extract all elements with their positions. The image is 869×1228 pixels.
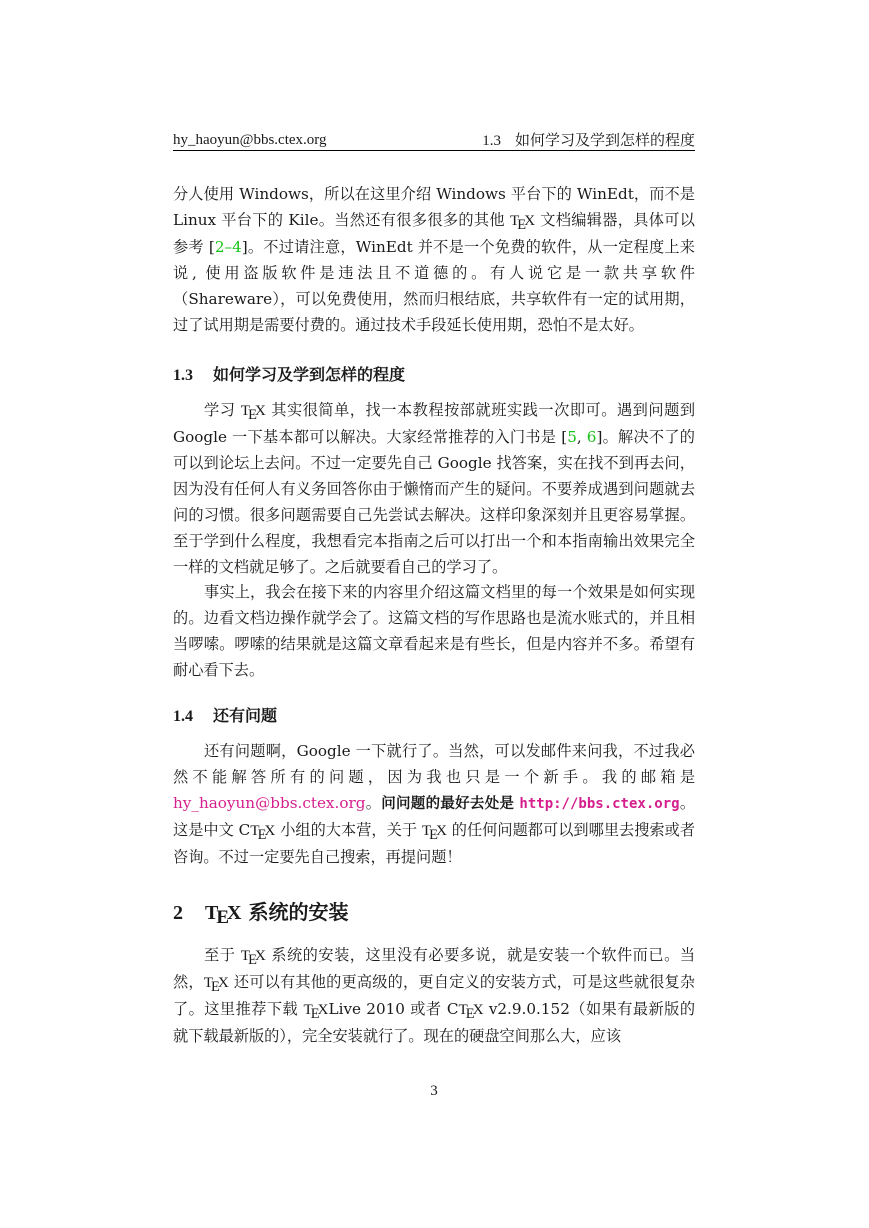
citation-link[interactable]: 2–4 <box>214 238 242 256</box>
intro-text-1: 分人使用 Windows，所以在这里介绍 Windows 平台下的 WinEdt，而不是 Linux 平台下的 Kile。当然还有很多很多的其他 <box>173 185 695 229</box>
page-number: 3 <box>430 1083 438 1099</box>
header-author-email: hy_haoyun@bbs.ctex.org <box>173 132 327 148</box>
section-heading-1-3 <box>173 364 405 387</box>
section-heading-2 <box>173 898 348 928</box>
tex-logo: TEX <box>421 822 447 843</box>
section-number: 1.3 <box>173 367 193 384</box>
section-1-3-paragraph-2: 事实上，我会在接下来的内容里介绍这篇文档里的每一个效果是如何实现的。边看文档边操作就学会了。这篇文档的写作思路也是流水账式的，并且相当啰嗦。啰嗦的结果就是这篇文章看起来是有些长，但是内容并不多。希望有耐心看下去。 <box>173 583 695 679</box>
document-page <box>173 0 695 1228</box>
tex-logo: TEX <box>458 1001 484 1022</box>
citation-link[interactable]: 6 <box>586 428 597 446</box>
section-2-paragraph: 至于 TEX 系统的安装，这里没有必要多说，就是安装一个软件而已。当然，TEX 还可以有其他的更高级的，更自定义的安装方式，可是这些就很复杂了。这里推荐下载 TEXLive 2010 或者 CTEX v2.9.0.152（如果有最新版的就下载最新版的），完全安装就行了。现在的硬盘空间那么大，应该 <box>173 946 696 1045</box>
section-1-3-paragraph-1: 学习 TEX 其实很简单，找一本教程按部就班实践一次即可。遇到问题到 Google 一下基本都可以解决。大家经常推荐的入门书是 [5, 6]。解决不了的可以到论坛上去问。不过一定要先自己 Google 找答案，实在找不到再去问，因为没有任何人有义务回答你由于懒惰而产生的疑问。不要养成遇到问题就去问的习惯。很多问题需要自己先尝试去解决。这样印象深刻并且更容易掌握。至于学到什么程度，我想看完本指南之后可以打出一个和本指南输出效果完全一样的文档就足够了。之后就要看自己的学习了。 <box>173 401 696 576</box>
tex-logo: TEX <box>240 402 266 423</box>
tex-logo: TEX <box>205 902 242 928</box>
citation-link[interactable]: 5 <box>567 428 577 446</box>
url-link[interactable]: http://bbs.ctex.org <box>519 796 680 812</box>
intro-paragraph <box>173 181 695 338</box>
tex-logo: TEX <box>203 974 229 995</box>
section-number: 1.4 <box>173 708 193 725</box>
section-number: 2 <box>173 902 183 924</box>
header-section <box>482 130 695 151</box>
email-link[interactable]: hy_haoyun@bbs.ctex.org <box>173 794 366 812</box>
section-title: 系统的安装 <box>248 900 349 924</box>
intro-text-2: 文档编辑器，具体可以参考 [ <box>173 211 695 256</box>
running-header <box>173 130 695 151</box>
intro-text-3: ]。不过请注意，WinEdt 并不是一个免费的软件，从一定程度上来说, 使用盗版软件是违法且不道德的。有人说它是一款共享软件（Shareware），可以免费使用，然而归根结底，共享软件有一定的试用期，过了试用期是需要付费的。通过技术手段延长使用期，恐怕不是太好。 <box>173 238 695 334</box>
header-section-number: 1.3 <box>482 133 501 149</box>
section-heading-1-4 <box>173 705 277 728</box>
tex-logo: TEX <box>250 822 276 843</box>
bold-callout: 问问题的最好去处是 <box>381 796 515 812</box>
section-title: 还有问题 <box>213 706 278 725</box>
tex-logo: TEX <box>240 947 266 968</box>
header-section-title: 如何学习及学到怎样的程度 <box>514 131 695 149</box>
tex-logo: TEX <box>510 212 536 233</box>
section-1-4-paragraph: 还有问题啊，Google 一下就行了。当然，可以发邮件来问我，不过我必然不能解答所有的问题，因为我也只是一个新手。我的邮箱是hy_haoyun@bbs.ctex.org。问问题的最好去处是 http://bbs.ctex.org。这是中文 CTEX 小组的大本营，关于 TEX 的任何问题都可以到哪里去搜索或者咨询。不过一定要先自己搜索，再提问题！ <box>173 742 696 866</box>
section-title: 如何学习及学到怎样的程度 <box>213 365 406 384</box>
tex-logo: TEX <box>303 1001 329 1022</box>
